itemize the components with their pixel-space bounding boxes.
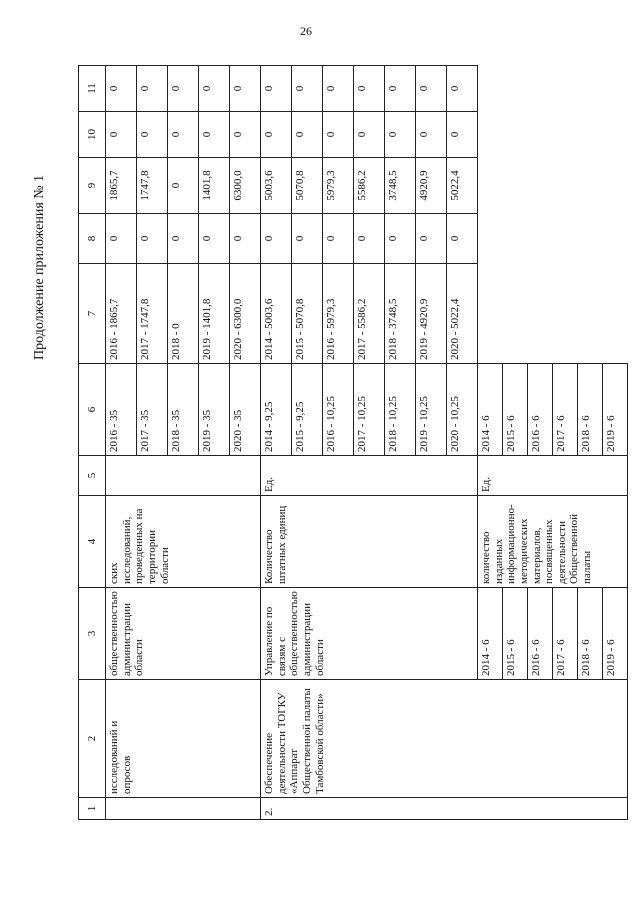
row-b-num: 2. [261,798,628,820]
header-cell: 8 [79,214,106,264]
cell-c6: 2020 - 35 [230,364,261,456]
cell-c6: 2020 - 10,25 [447,364,478,456]
empty-area [478,66,628,364]
cell-c10: 0 [199,112,230,158]
cell-c10: 0 [323,112,354,158]
cell-c10: 0 [447,112,478,158]
header-cell: 10 [79,112,106,158]
cell-c7: 2016 - 1865,7 [106,264,137,364]
appendix-caption: Продолжение приложения № 1 [32,174,47,360]
cell-c9: 1401,8 [199,158,230,214]
extra-year-list [478,364,628,456]
cell-c6: 2018 - 35 [168,364,199,456]
cell-c9: 5586,2 [354,158,385,214]
cell-c10: 0 [292,112,323,158]
header-cell: 11 [79,66,106,112]
cell-c10: 0 [106,112,137,158]
extra-year-line: 2015 - 6 [503,588,528,679]
cell-c9: 5979,3 [323,158,354,214]
cell-c8: 0 [230,214,261,264]
cell-c8: 0 [385,214,416,264]
cell-c10: 0 [385,112,416,158]
cell-c9: 5003,6 [261,158,292,214]
row-a-unit [106,456,261,496]
row-a-indicator: ских исследований, проведенных на территории области [106,496,261,588]
row-b-indicator: Количество штатных единиц [261,496,478,588]
header-cell: 1 [79,798,106,820]
table-row [106,66,137,820]
cell-c8: 0 [137,214,168,264]
cell-c6: 2019 - 35 [199,364,230,456]
rotated-page [32,60,638,820]
program-table [78,65,628,820]
cell-c6: 2017 - 10,25 [354,364,385,456]
row-a-responsible: общественностью администрации области [106,588,261,680]
cell-c10: 0 [168,112,199,158]
cell-c9: 5022,4 [447,158,478,214]
cell-c8: 0 [168,214,199,264]
cell-c9: 5070,8 [292,158,323,214]
row-a-num [106,798,261,820]
cell-c11: 0 [323,66,354,112]
cell-c9: 3748,5 [385,158,416,214]
cell-c10: 0 [416,112,447,158]
header-cell: 5 [79,456,106,496]
cell-c7: 2018 - 3748,5 [385,264,416,364]
cell-c11: 0 [447,66,478,112]
cell-c11: 0 [261,66,292,112]
cell-c6: 2014 - 9,25 [261,364,292,456]
cell-c8: 0 [292,214,323,264]
extra-indicator: количество изданных информационно-методических материалов, посвященных деятельности Общественной палаты [478,496,628,588]
header-cell: 9 [79,158,106,214]
row-b-unit: Ед. [261,456,478,496]
extra-year-line: 2014 - 6 [478,364,503,455]
cell-c9: 0 [168,158,199,214]
cell-c7: 2018 - 0 [168,264,199,364]
cell-c11: 0 [106,66,137,112]
header-row [79,66,106,820]
cell-c8: 0 [199,214,230,264]
cell-c7: 2020 - 5022,4 [447,264,478,364]
cell-c8: 0 [416,214,447,264]
extra-year-line: 2016 - 6 [528,364,553,455]
cell-c9: 1747,8 [137,158,168,214]
cell-c6: 2019 - 10,25 [416,364,447,456]
cell-c6: 2016 - 10,25 [323,364,354,456]
extra-year-list [478,588,628,680]
cell-c6: 2017 - 35 [137,364,168,456]
extra-year-line: 2017 - 6 [553,364,578,455]
extra-year-line: 2018 - 6 [578,364,603,455]
cell-c11: 0 [230,66,261,112]
cell-c8: 0 [354,214,385,264]
extra-year-line: 2017 - 6 [553,588,578,679]
cell-c6: 2018 - 10,25 [385,364,416,456]
cell-c11: 0 [199,66,230,112]
cell-c10: 0 [261,112,292,158]
extra-year-line: 2019 - 6 [605,639,617,676]
extra-year-line: 2019 - 6 [605,415,617,452]
extra-year-line: 2015 - 6 [503,364,528,455]
cell-c8: 0 [106,214,137,264]
cell-c11: 0 [168,66,199,112]
cell-c7: 2019 - 4920,9 [416,264,447,364]
cell-c7: 2019 - 1401,8 [199,264,230,364]
header-cell: 3 [79,588,106,680]
cell-c10: 0 [137,112,168,158]
extra-unit: Ед. [478,456,628,496]
row-b-responsible: Управление по связям с общественностью администрации области [261,588,478,680]
cell-c11: 0 [354,66,385,112]
extra-year-line: 2016 - 6 [528,588,553,679]
row-a-name: исследований и опросов [106,680,261,798]
cell-c6: 2016 - 35 [106,364,137,456]
cell-c11: 0 [416,66,447,112]
extra-year-line: 2018 - 6 [578,588,603,679]
cell-c8: 0 [323,214,354,264]
cell-c11: 0 [137,66,168,112]
page-number: 26 [300,24,312,38]
cell-c7: 2017 - 5586,2 [354,264,385,364]
header-cell: 6 [79,364,106,456]
cell-c11: 0 [385,66,416,112]
cell-c7: 2015 - 5070,8 [292,264,323,364]
row-b-name: Обеспечение деятельности ТОГКУ «Аппарат Общественной палаты Тамбовской области» [261,680,628,798]
cell-c8: 0 [447,214,478,264]
cell-c6: 2015 - 9,25 [292,364,323,456]
cell-c7: 2014 - 5003,6 [261,264,292,364]
header-cell: 7 [79,264,106,364]
cell-c9: 4920,9 [416,158,447,214]
cell-c9: 1865,7 [106,158,137,214]
table-row [261,66,292,820]
cell-c9: 6300,0 [230,158,261,214]
header-cell: 4 [79,496,106,588]
header-cell: 2 [79,680,106,798]
cell-c7: 2017 - 1747,8 [137,264,168,364]
cell-c8: 0 [261,214,292,264]
cell-c10: 0 [230,112,261,158]
cell-c7: 2020 - 6300,0 [230,264,261,364]
extra-year-line: 2014 - 6 [478,588,503,679]
cell-c10: 0 [354,112,385,158]
cell-c7: 2016 - 5979,3 [323,264,354,364]
cell-c11: 0 [292,66,323,112]
